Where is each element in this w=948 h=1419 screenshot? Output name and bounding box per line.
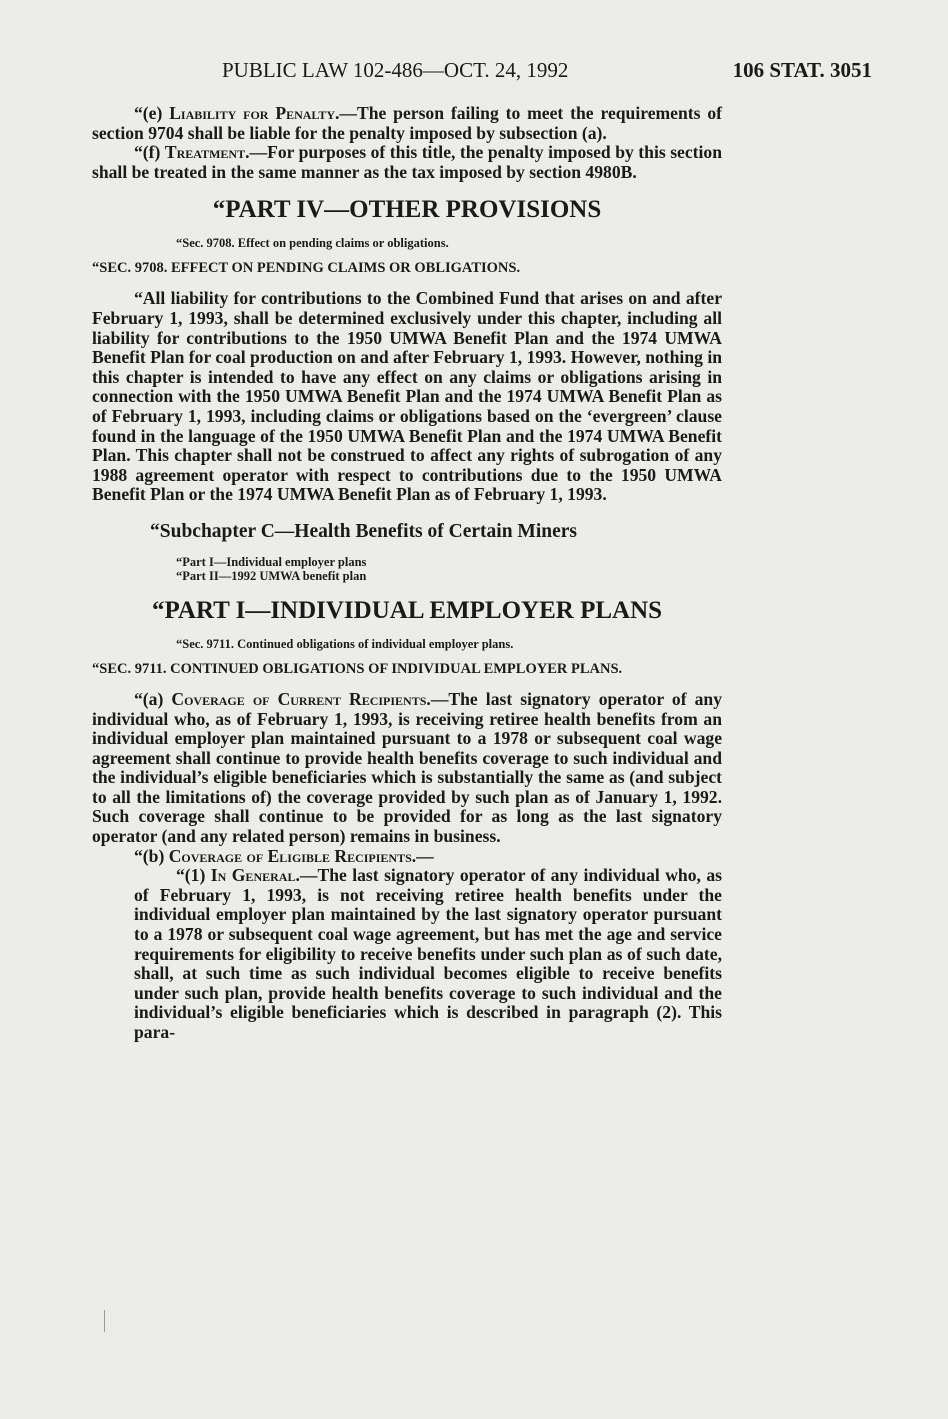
para-heading: In General. xyxy=(210,865,300,886)
running-header xyxy=(222,58,872,90)
para-prefix: “(b) xyxy=(134,845,169,866)
para-text: —The person failing to meet the requirements of section 9704 shall be liable for the penalty imposed by subsection (a). xyxy=(92,103,722,143)
toc-entry: “Sec. 9711. Continued obligations of individual employer plans. xyxy=(176,636,514,651)
header-stat-page: 106 STAT. 3051 xyxy=(732,58,872,82)
para-prefix: “(e) xyxy=(134,103,170,123)
subsection-b xyxy=(92,847,722,867)
para-text: —The last signatory operator of any individual who, as of February 1, 1993, is receiving retiree health benefits from an individual employer plan maintained pursuant to a 1978 or subsequent coal wage agreement shall continue to provide health benefits coverage to such individual and the individual’s eligible beneficiaries which is substantially the same as (and subject to all the limitations of) the coverage provided by such plan as of January 1, 1992. Such coverage shall continue to be provided for as long as the last signatory operator (and any related person) remains in business. xyxy=(92,688,723,847)
para-heading: Coverage of Current Recipients. xyxy=(171,688,431,709)
section-9708-text: “All liability for contributions to the Combined Fund that arises on and after February 1, 1993, shall be determined exclusively under this chapter, including all liability for contributions to the 1950 UMWA Benefit Plan and the 1974 UMWA Benefit Plan for coal production on and after February 1, 1993. However, nothing in this chapter is intended to have any effect on any claims or obligations arising in connection with the 1950 UMWA Benefit Plan and the 1974 UMWA Benefit Plan as of February 1, 1993, including claims or obligations based on the ‘evergreen’ clause found in the language of the 1950 UMWA Benefit Plan and the 1974 UMWA Benefit Plan. This chapter shall not be construed to affect any rights of subrogation of any 1988 agreement operator with respect to contributions due to the 1950 UMWA Benefit Plan or the 1974 UMWA Benefit Plan as of February 1, 1993. xyxy=(92,288,722,505)
header-law-date: PUBLIC LAW 102-486—OCT. 24, 1992 xyxy=(222,58,569,82)
paragraph-f xyxy=(92,143,722,182)
para-prefix: “(1) xyxy=(176,865,211,886)
section-9708-heading: “SEC. 9708. EFFECT ON PENDING CLAIMS OR OBLIGATIONS. xyxy=(92,260,521,277)
para-heading: Treatment. xyxy=(164,142,250,163)
para-heading: Coverage of Eligible Recipients. xyxy=(168,845,417,866)
toc-entry: “Sec. 9708. Effect on pending claims or obligations. xyxy=(176,236,449,251)
toc-entry: “Part II—1992 UMWA benefit plan xyxy=(176,568,367,583)
subsection-a xyxy=(92,690,722,847)
part-iv-title: “PART IV—OTHER PROVISIONS xyxy=(212,196,602,224)
paragraph-e xyxy=(92,104,722,143)
scan-margin-mark xyxy=(104,1310,105,1332)
para-text: —For purposes of this title, the penalty imposed by this section shall be treated in the same manner as the tax imposed by section 4980B. xyxy=(92,142,722,182)
para-text: — xyxy=(416,845,434,866)
subchapter-c-title: “Subchapter C—Health Benefits of Certain Miners xyxy=(150,520,577,542)
para-text: —The last signatory operator of any individual who, as of February 1, 1993, is not receiving retiree health benefits under the individual employer plan maintained by the last signatory operator pursuant to a 1978 or subsequent coal wage agreement, but has met the age and service requirements for eligibility to receive benefits under such plan as of such date, shall, at such time as such individual becomes eligible to receive benefits under such plan, provide health benefits coverage to such individual and the individual’s eligible beneficiaries which is described in paragraph (2). This para- xyxy=(134,865,723,1042)
para-prefix: “(f) xyxy=(134,142,165,163)
part-i-title: “PART I—INDIVIDUAL EMPLOYER PLANS xyxy=(151,596,663,624)
para-prefix: “(a) xyxy=(134,688,172,709)
document-body xyxy=(92,104,722,1043)
para-heading: Liability for Penalty. xyxy=(169,103,340,123)
toc-entry: “Part I—Individual employer plans xyxy=(176,554,367,569)
paragraph-b1 xyxy=(92,866,722,1042)
section-9711-heading: “SEC. 9711. CONTINUED OBLIGATIONS OF INDIVIDUAL EMPLOYER PLANS. xyxy=(92,660,623,677)
